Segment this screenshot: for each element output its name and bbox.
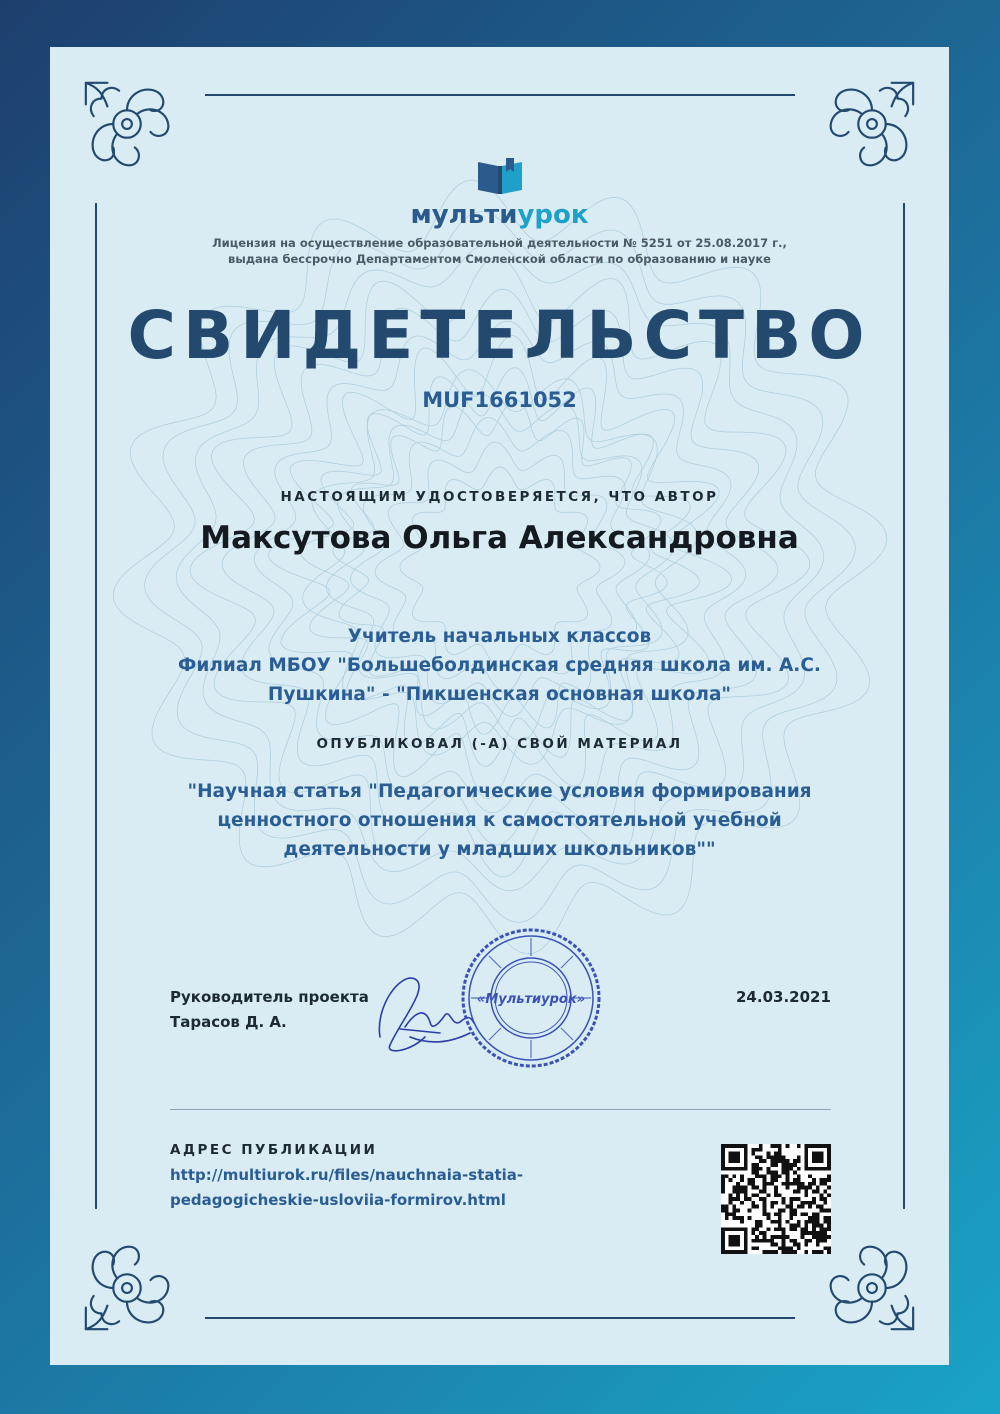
material-line-3: деятельности у младших школьников"" [283, 839, 716, 860]
author-position: Учитель начальных классов [347, 626, 652, 647]
book-icon [476, 156, 524, 196]
signer-name: Тарасов Д. А. [170, 1013, 287, 1031]
official-stamp [460, 927, 602, 1069]
brand-logo-text [50, 200, 949, 230]
stamp-center-text: «Мультиурок» [476, 992, 586, 1007]
published-text: ОПУБЛИКОВАЛ (-А) СВОЙ МАТЕРИАЛ [316, 736, 683, 752]
certificate-number: MUF1661052 [422, 388, 577, 412]
corner-ornament-bottom-right [823, 1239, 921, 1337]
publication-url-line-1[interactable]: http://multiurok.ru/files/nauchnaia-statia- [170, 1166, 524, 1184]
material-line-1: "Научная статья "Педагогические условия формирования [187, 781, 812, 802]
corner-ornament-top-left [78, 75, 176, 173]
certificate-date: 24.03.2021 [736, 988, 831, 1006]
certificate-title: СВИДЕТЕЛЬСТВО [127, 297, 872, 374]
author-name: Максутова Ольга Александровна [200, 520, 799, 556]
publication-url[interactable] [170, 1163, 523, 1213]
qr-code [721, 1144, 831, 1254]
corner-ornament-bottom-left [78, 1239, 176, 1337]
license-line-2: выдана бессрочно Департаментом Смоленской области по образованию и науке [228, 252, 771, 266]
signer-role: Руководитель проекта [170, 988, 369, 1006]
license-line-1: Лицензия на осуществление образовательной деятельности № 5251 от 25.08.2017 г., [212, 236, 787, 250]
certifies-text: НАСТОЯЩИМ УДОСТОВЕРЯЕТСЯ, ЧТО АВТОР [280, 489, 719, 505]
brand-part-1: мульти [410, 200, 518, 230]
publication-address-label: АДРЕС ПУБЛИКАЦИИ [170, 1142, 378, 1158]
corner-ornament-top-right [823, 75, 921, 173]
signer-block [170, 985, 369, 1035]
organization-line-1: Филиал МБОУ "Большеболдинская средняя школа им. А.С. [178, 655, 821, 676]
brand-part-2: урок [517, 200, 589, 230]
certificate-paper [50, 47, 949, 1365]
section-divider [170, 1109, 831, 1110]
material-line-2: ценностного отношения к самостоятельной учебной [217, 810, 782, 831]
publication-url-line-2[interactable]: pedagogicheskie-usloviia-formirov.html [170, 1191, 506, 1209]
organization-line-2: Пушкина" - "Пикшенская основная школа" [267, 684, 732, 705]
frame-bottom-line [205, 1317, 795, 1319]
frame-top-line [205, 94, 795, 96]
